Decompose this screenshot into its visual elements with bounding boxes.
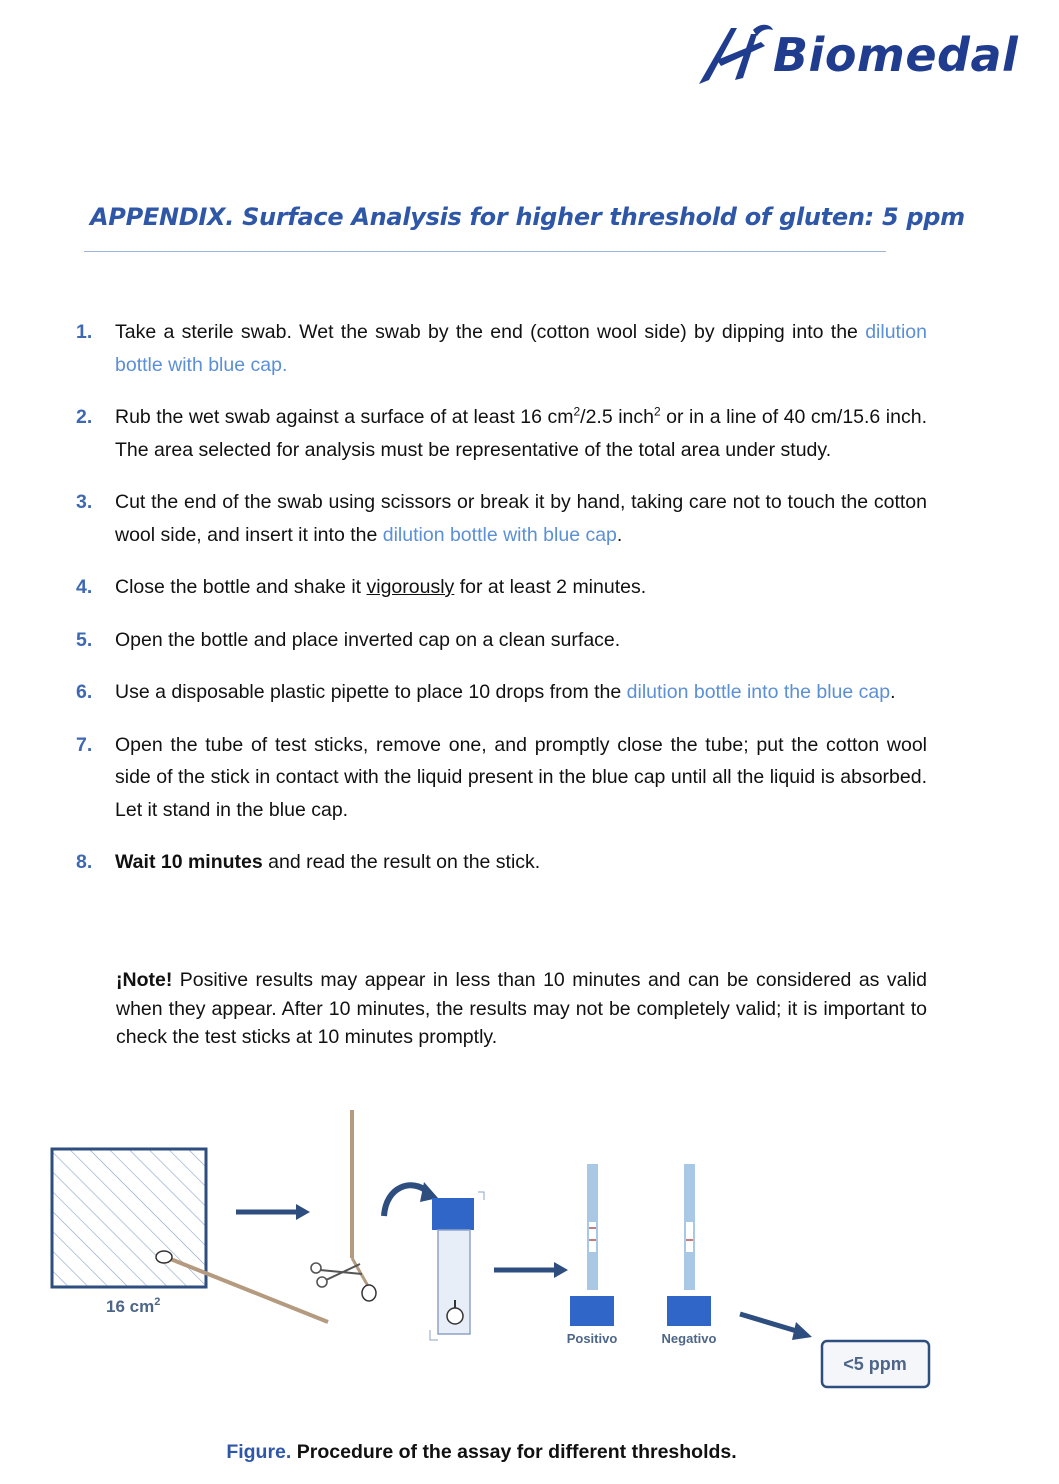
brand-name: Biomedal xyxy=(773,28,1019,82)
step-text-segment: Take a sterile swab. Wet the swab by the end (cotton wool side) by dipping into the xyxy=(115,321,866,343)
step-text xyxy=(115,846,927,879)
positive-test-stick-icon xyxy=(570,1164,614,1326)
step-text-segment: Use a disposable plastic pipette to place 10 drops from the xyxy=(115,681,627,703)
step-number: 8. xyxy=(76,851,93,873)
step-text-segment: for at least 2 minutes. xyxy=(454,576,647,598)
step-number: 7. xyxy=(76,733,93,756)
procedure-step xyxy=(76,571,927,604)
caption-text: Procedure of the assay for different thresholds. xyxy=(291,1441,737,1463)
step-text-segment: Rub the wet swab against a surface of at least 16 cm xyxy=(115,406,574,428)
step-number: 4. xyxy=(76,576,93,598)
step-text-segment: or in a line of 40 cm/15.6 inch. The area selected for analysis must be representative of the total area under study. xyxy=(115,406,927,461)
area-label: 16 $cm^2$ xyxy=(106,1296,161,1316)
step-text-segment: . xyxy=(616,523,623,546)
dilution-bottle-icon xyxy=(430,1192,484,1340)
procedure-step xyxy=(76,401,927,466)
procedure-step xyxy=(76,676,927,709)
step-text-segment: Close the bottle and shake it xyxy=(115,576,367,598)
step-text-segment: dilution bottle with blue cap xyxy=(382,523,617,546)
step-text xyxy=(115,486,927,551)
step-text xyxy=(115,571,927,604)
procedure-figure xyxy=(0,1100,1059,1400)
result-label: <5 ppm xyxy=(843,1354,907,1374)
note-text: Positive results may appear in less than 10 minutes and can be considered as valid when they appear. After 10 minutes, the results may not be completely valid; it is important to check the test sticks at 10 minutes promptly. xyxy=(116,969,927,1048)
negative-label: Negativo xyxy=(661,1331,717,1346)
note-label: ¡Note! xyxy=(116,969,173,991)
surface-area-square xyxy=(52,1149,206,1287)
step-text-segment: 2 xyxy=(573,404,581,419)
step-text-segment: /2.5 inch xyxy=(580,406,654,428)
procedure-step xyxy=(76,624,927,657)
rotate-arrow-icon xyxy=(384,1182,438,1216)
step-text-segment: Wait 10 minutes xyxy=(115,851,263,873)
step-number: 3. xyxy=(76,491,93,513)
note-paragraph xyxy=(116,966,927,1052)
swab-stick-icon xyxy=(352,1110,376,1301)
step-text-segment: Open the tube of test sticks, remove one, and promptly close the tube; put the cotton wool side of the stick in contact with the liquid present in the blue cap until all the liquid is absorbed. Let it stand in the blue cap. xyxy=(115,733,927,821)
title-divider xyxy=(84,251,886,252)
procedure-steps xyxy=(76,316,927,899)
figure-caption xyxy=(0,1441,963,1464)
arrow-diagonal-icon xyxy=(740,1314,812,1340)
procedure-step xyxy=(76,729,927,827)
step-text xyxy=(115,401,927,466)
step-text-segment: dilution bottle into the blue cap xyxy=(626,681,891,703)
procedure-step xyxy=(76,486,927,551)
procedure-step xyxy=(76,846,927,879)
arrow-right-icon xyxy=(494,1262,568,1278)
step-text-segment: vigorously xyxy=(366,576,455,598)
step-text xyxy=(115,624,927,657)
step-text-segment: Cut the end of the swab using scissors or break it by hand, taking care not to touch the cotton wool side, and insert it into the xyxy=(115,491,927,546)
step-number: 5. xyxy=(76,628,93,651)
step-number: 6. xyxy=(76,681,93,703)
step-text-segment: dilution bottle with blue cap. xyxy=(115,321,927,376)
step-text-segment: 2 xyxy=(653,404,661,419)
negative-test-stick-icon xyxy=(667,1164,711,1326)
page-title: APPENDIX. Surface Analysis for higher threshold of gluten: 5 ppm xyxy=(90,203,965,231)
step-text xyxy=(115,676,927,709)
caption-label: Figure. xyxy=(226,1441,292,1463)
biomedal-logo xyxy=(695,20,1030,90)
scissors-icon xyxy=(311,1263,362,1287)
step-text xyxy=(115,316,927,381)
arrow-right-icon xyxy=(236,1204,310,1220)
positive-label: Positivo xyxy=(566,1331,618,1346)
step-number: 2. xyxy=(76,406,93,428)
biomedal-logo-icon xyxy=(695,20,775,90)
step-text-segment: . xyxy=(890,681,896,703)
step-text-segment: and read the result on the stick. xyxy=(262,851,541,873)
step-text xyxy=(115,729,927,827)
step-number: 1. xyxy=(76,321,93,343)
step-text-segment: Open the bottle and place inverted cap on a clean surface. xyxy=(115,628,621,651)
procedure-step xyxy=(76,316,927,381)
